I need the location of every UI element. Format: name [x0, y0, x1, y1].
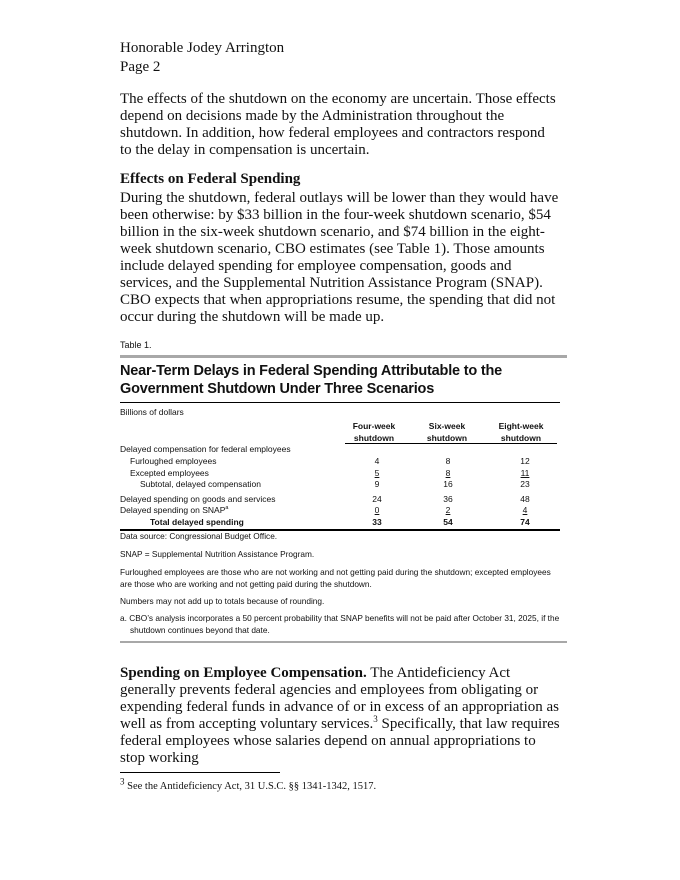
note-snap-definition: SNAP = Supplemental Nutrition Assistance Program.	[120, 549, 315, 559]
column-header-six-week: Six-week shutdown	[426, 421, 468, 443]
note-furlough-definition: Furloughed employees are those who are not working and not getting paid during the shutdown; excepted employees are those who are working and not getting paid during the shutdown.	[120, 567, 551, 589]
column-header-four-week: Four-week shutdown	[352, 421, 396, 443]
footnote-rule	[120, 772, 280, 773]
table-row: Furloughed employees 4 8 12	[130, 456, 530, 466]
table-end-rule	[120, 641, 567, 643]
footnote: 3 See the Antideficiency Act, 31 U.S.C. §§ 1341-1342, 1517.	[120, 776, 377, 792]
section-heading: Effects on Federal Spending	[120, 171, 301, 187]
note-rounding: Numbers may not add up to totals because of rounding.	[120, 596, 325, 606]
table-top-rule	[120, 355, 567, 358]
recipient-name: Honorable Jodey Arrington	[120, 40, 285, 56]
title-divider	[120, 402, 560, 403]
note-a: a. CBO’s analysis incorporates a 50 percent probability that SNAP benefits will not be paid after October 31, 2025, if the shutdown continues beyond that date.	[120, 613, 560, 635]
letter-header	[120, 39, 284, 77]
page-number: Page 2	[120, 59, 161, 75]
table-row: Delayed compensation for federal employees	[120, 444, 291, 454]
intro-paragraph: The effects of the shutdown on the economy are uncertain. Those effects depend on decisions made by the Administration throughout the shutdown. In addition, how federal employees and contractors respond to the delay in compensation is uncertain.	[120, 91, 556, 158]
table-row: Subtotal, delayed compensation 9 16 23	[140, 479, 530, 489]
section-paragraph: During the shutdown, federal outlays will be lower than they would have been otherwise: by $33 billion in the four-week shutdown scenario, $54 billion in the six-week shutdown scenario, and $74 billion in the eight-week shutdown scenario, CBO estimates (see Table 1). Those amounts include delayed spending for employee compensation, goods and services, and the Supplemental Nutrition Assistance Program (SNAP). CBO expects that when appropriations resume, the spending that did not occur during the shutdown will be made up.	[120, 190, 559, 325]
footnote-ref: 3	[373, 714, 378, 724]
table-label: Table 1.	[120, 340, 152, 350]
note-source: Data source: Congressional Budget Office.	[120, 531, 278, 541]
compensation-heading: Spending on Employee Compensation.	[120, 665, 367, 681]
table-title: Near-Term Delays in Federal Spending Attributable to the Government Shutdown Under Three Scenarios	[120, 363, 502, 397]
table-units: Billions of dollars	[120, 407, 184, 417]
table-row: Delayed spending on goods and services 24 36 48	[120, 494, 530, 504]
table-row-total: Total delayed spending 33 54 74	[150, 517, 530, 527]
column-header-eight-week: Eight-week shutdown	[498, 421, 544, 443]
table-row: Delayed spending on SNAP$^a$ 0 2 4	[120, 505, 528, 515]
compensation-paragraph: Spending on Employee Compensation. The Antideficiency Act generally prevents federal agencies and employees from obligating or expending federal funds in advance of or in excess of an appropriation as well as from accepting voluntary services.$^3$ Specifically, that law requires federal employees whose salaries depend on annual appropriations to stop working	[120, 665, 560, 766]
table-row: Excepted employees 5 8 11	[130, 468, 530, 478]
